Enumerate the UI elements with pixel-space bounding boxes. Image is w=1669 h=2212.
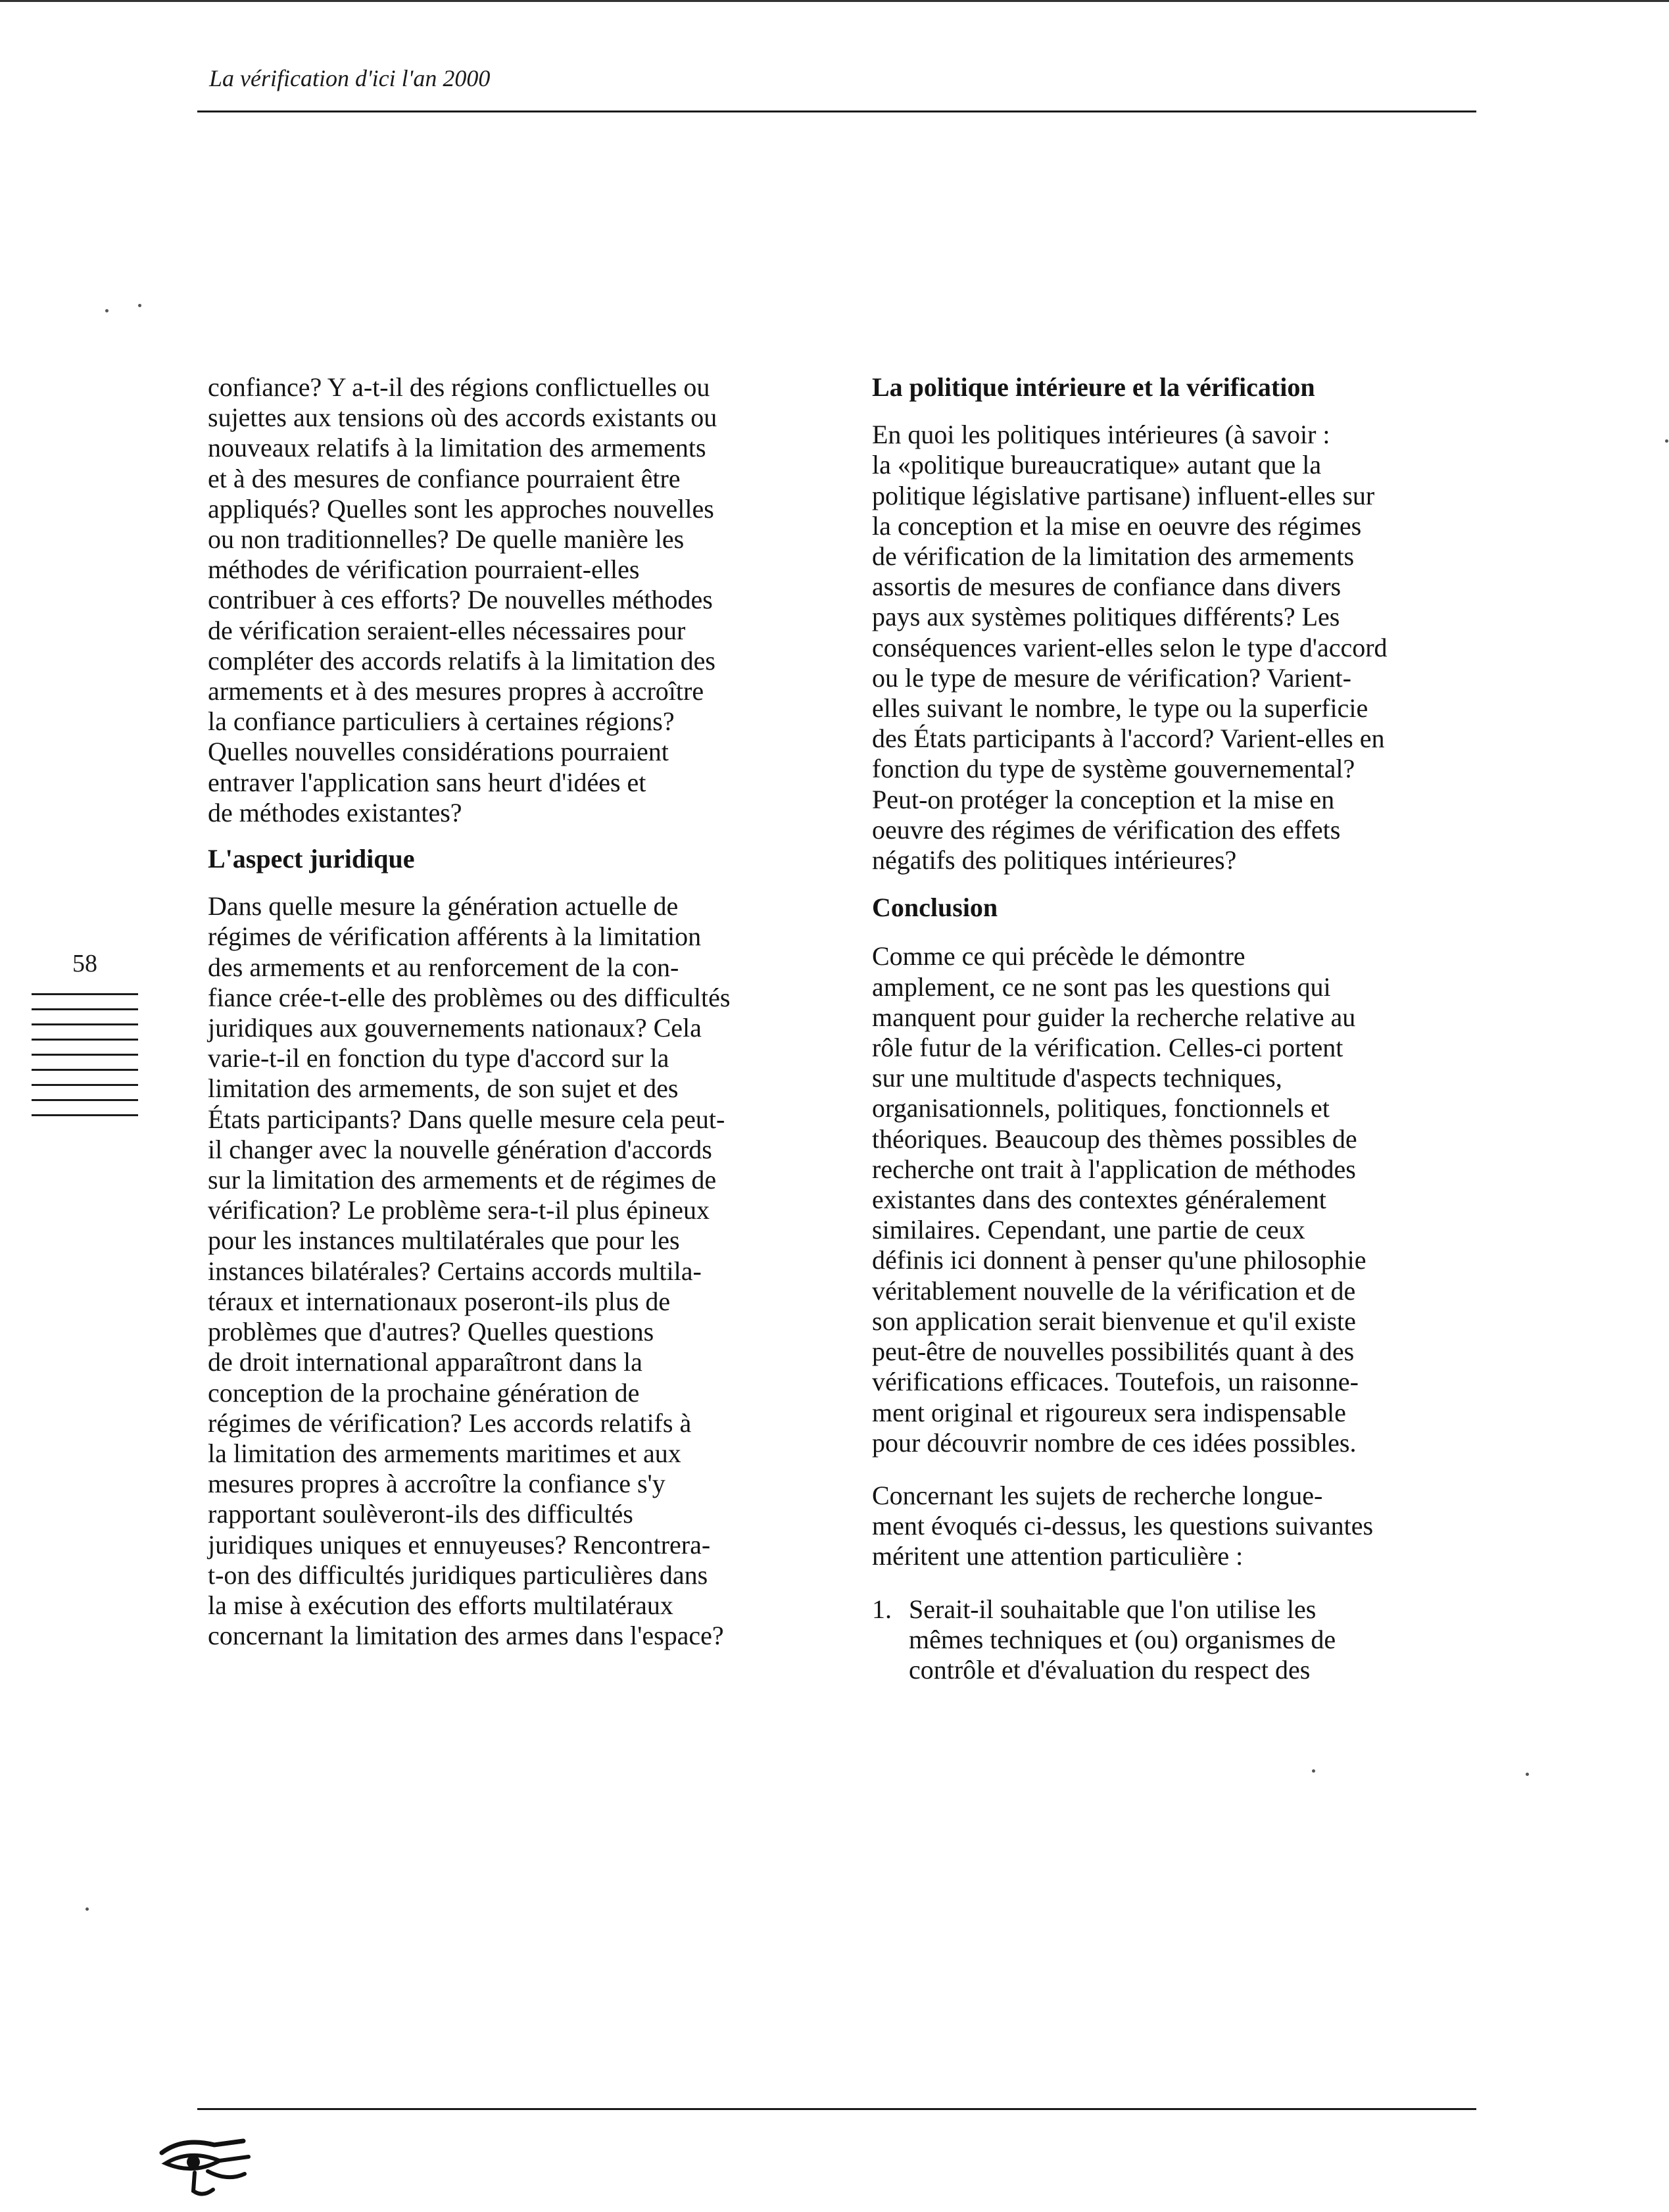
list-item-text: Serait-il souhaitable que l'on utilise les mêmes techniques et (ou) organismes de contrôle et d'évaluation du respect des <box>909 1594 1336 1684</box>
footer-rule <box>197 2108 1476 2110</box>
list-item <box>872 1594 1480 1686</box>
scan-speck <box>1526 1773 1529 1776</box>
left-paragraph-1: confiance? Y a-t-il des régions conflictuelles ou sujettes aux tensions où des accords existants ou nouveaux relatifs à la limitation des armements et à des mesures de confiance pourraient être appliqués? Quelles sont les approches nouvelles ou non traditionnelles? De quelle manière les méthodes de vérification pourraient-elles contribuer à ces efforts? De nouvelles méthodes de vérification seraient-elles nécessaires pour compléter des accords relatifs à la limitation des armements et à des mesures propres à accroître la confiance particuliers à certaines régions? Quelles nouvelles considérations pourraient entraver l'application sans heurt d'idées et de méthodes existantes? <box>208 372 717 827</box>
margin-decoration-lines <box>32 993 138 1129</box>
left-paragraph-2: Dans quelle mesure la génération actuelle de régimes de vérification afférents à la limitation des armements et au renforcement de la con- fiance crée-t-elle des problèmes ou des difficultés juridiques aux gouvernements nationaux? Cela varie-t-il en fonction du type d'accord sur la limitation des armements, de son sujet et des États participants? Dans quelle mesure cela peut- il changer avec la nouvelle génération d'accords sur la limitation des armements et de régimes de vérification? Le problème sera-t-il plus épineux pour les instances multilatérales que pour les instances bilatérales? Certains accords multila- téraux et internationaux poseront-ils plus de problèmes que d'autres? Quelles questions de droit international apparaîtront dans la conception de la prochaine génération de régimes de vérification? Les accords relatifs à la limitation des armements maritimes et aux mesures propres à accroître la confiance s'y rapportant soulèveront-ils des difficultés juridiques uniques et ennuyeuses? Rencontrera- t-on des difficultés juridiques particulières dans la mise à exécution des efforts multilatéraux concernant la limitation des armes dans l'espace? <box>208 891 731 1651</box>
header-rule <box>197 111 1476 112</box>
left-column <box>208 372 816 1651</box>
scan-speck <box>105 309 109 312</box>
scan-speck <box>1665 439 1668 443</box>
scan-speck <box>1312 1769 1315 1773</box>
scan-speck <box>138 304 141 307</box>
eye-of-horus-icon <box>157 2134 255 2200</box>
section-heading-legal: L'aspect juridique <box>208 844 415 874</box>
section-heading-conclusion: Conclusion <box>872 893 998 923</box>
page-number: 58 <box>72 950 97 977</box>
list-item-number: 1. <box>872 1594 892 1624</box>
right-column <box>872 372 1480 1685</box>
scan-speck <box>85 1907 89 1911</box>
section-heading-domestic-politics: La politique intérieure et la vérification <box>872 372 1315 402</box>
right-paragraph-1: En quoi les politiques intérieures (à savoir : la «politique bureaucratique» autant que la politique législative partisane) influent-elles sur la conception et la mise en oeuvre des régimes de vérification de la limitation des armements assortis de mesures de confiance dans divers pays aux systèmes politiques différents? Les conséquences varient-elles selon le type d'accord ou le type de mesure de vérification? Varient- elles suivant le nombre, le type ou la superficie des États participants à l'accord? Varient-elles en fonction du type de système gouvernemental? Peut-on protéger la conception et la mise en oeuvre des régimes de vérification des effets négatifs des politiques intérieures? <box>872 420 1388 875</box>
right-paragraph-2: Comme ce qui précède le démontre amplement, ce ne sont pas les questions qui manquent pour guider la recherche relative au rôle futur de la vérification. Celles-ci portent sur une multitude d'aspects techniques, organisationnels, politiques, fonctionnels et théoriques. Beaucoup des thèmes possibles de recherche ont trait à l'application de méthodes existantes dans des contextes généralement similaires. Cependant, une partie de ceux définis ici donnent à penser qu'une philosophie véritablement nouvelle de la vérification et de son application serait bienvenue et qu'il existe peut-être de nouvelles possibilités quant à des vérifications efficaces. Toutefois, un raisonne- ment original et rigoureux sera indispensable pour découvrir nombre de ces idées possibles. <box>872 941 1367 1458</box>
right-paragraph-3: Concernant les sujets de recherche longue- ment évoqués ci-dessus, les questions suivantes méritent une attention particulière : <box>872 1480 1374 1571</box>
page-top-edge <box>0 0 1669 2</box>
running-title: La vérification d'ici l'an 2000 <box>209 65 491 91</box>
